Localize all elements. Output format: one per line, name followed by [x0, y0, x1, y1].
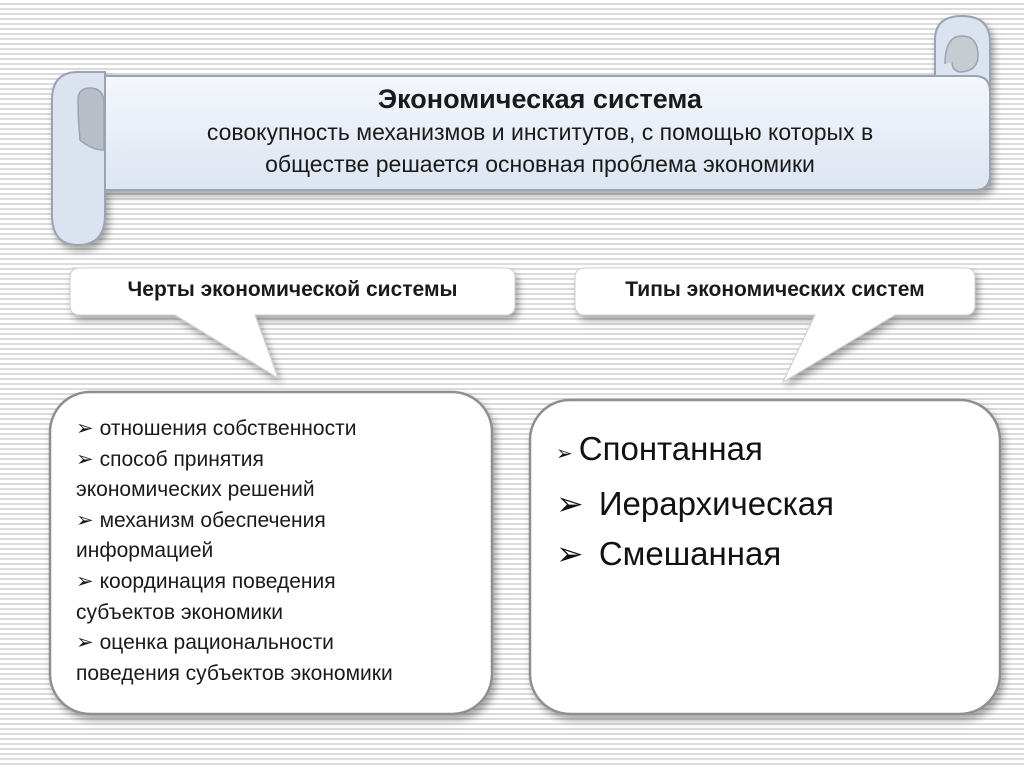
- list-item: ➢ Смешанная: [556, 529, 976, 579]
- types-callout-label: Типы экономических систем: [625, 278, 925, 301]
- arrow-bullet-icon: ➢: [76, 417, 94, 440]
- arrow-bullet-icon: ➢: [556, 485, 584, 522]
- arrow-bullet-icon: ➢: [76, 447, 94, 471]
- list-item: ➢ Спонтанная: [556, 424, 976, 479]
- arrow-bullet-icon: ➢: [556, 535, 584, 572]
- list-item: ➢ оценка рациональности: [76, 628, 476, 659]
- arrow-bullet-icon: ➢: [76, 508, 94, 532]
- banner-text: [110, 82, 970, 180]
- list-item-continuation: информацией: [76, 539, 214, 563]
- arrow-bullet-icon: ➢: [556, 443, 573, 465]
- types-list: [556, 424, 976, 579]
- arrow-bullet-icon: ➢: [76, 631, 94, 655]
- banner-title: Экономическая система: [377, 84, 703, 114]
- features-callout-label: Черты экономической системы: [127, 278, 458, 301]
- features-list: [76, 414, 476, 689]
- arrow-bullet-icon: ➢: [76, 569, 94, 593]
- list-item-continuation: поведения субъектов экономики: [76, 661, 393, 685]
- list-item: ➢ координация поведения: [76, 567, 476, 598]
- banner-definition-line-2: обществе решается основная проблема экономики: [265, 151, 815, 177]
- list-item: ➢ Иерархическая: [556, 479, 976, 529]
- list-item: ➢ отношения собственности: [76, 414, 476, 445]
- list-item-continuation: субъектов экономики: [76, 600, 284, 624]
- list-item-continuation: экономических решений: [76, 478, 315, 502]
- banner-definition-line-1: совокупность механизмов и институтов, с помощью которых в: [206, 119, 874, 145]
- list-item: ➢ способ принятия: [76, 445, 476, 476]
- list-item: ➢ механизм обеспечения: [76, 506, 476, 537]
